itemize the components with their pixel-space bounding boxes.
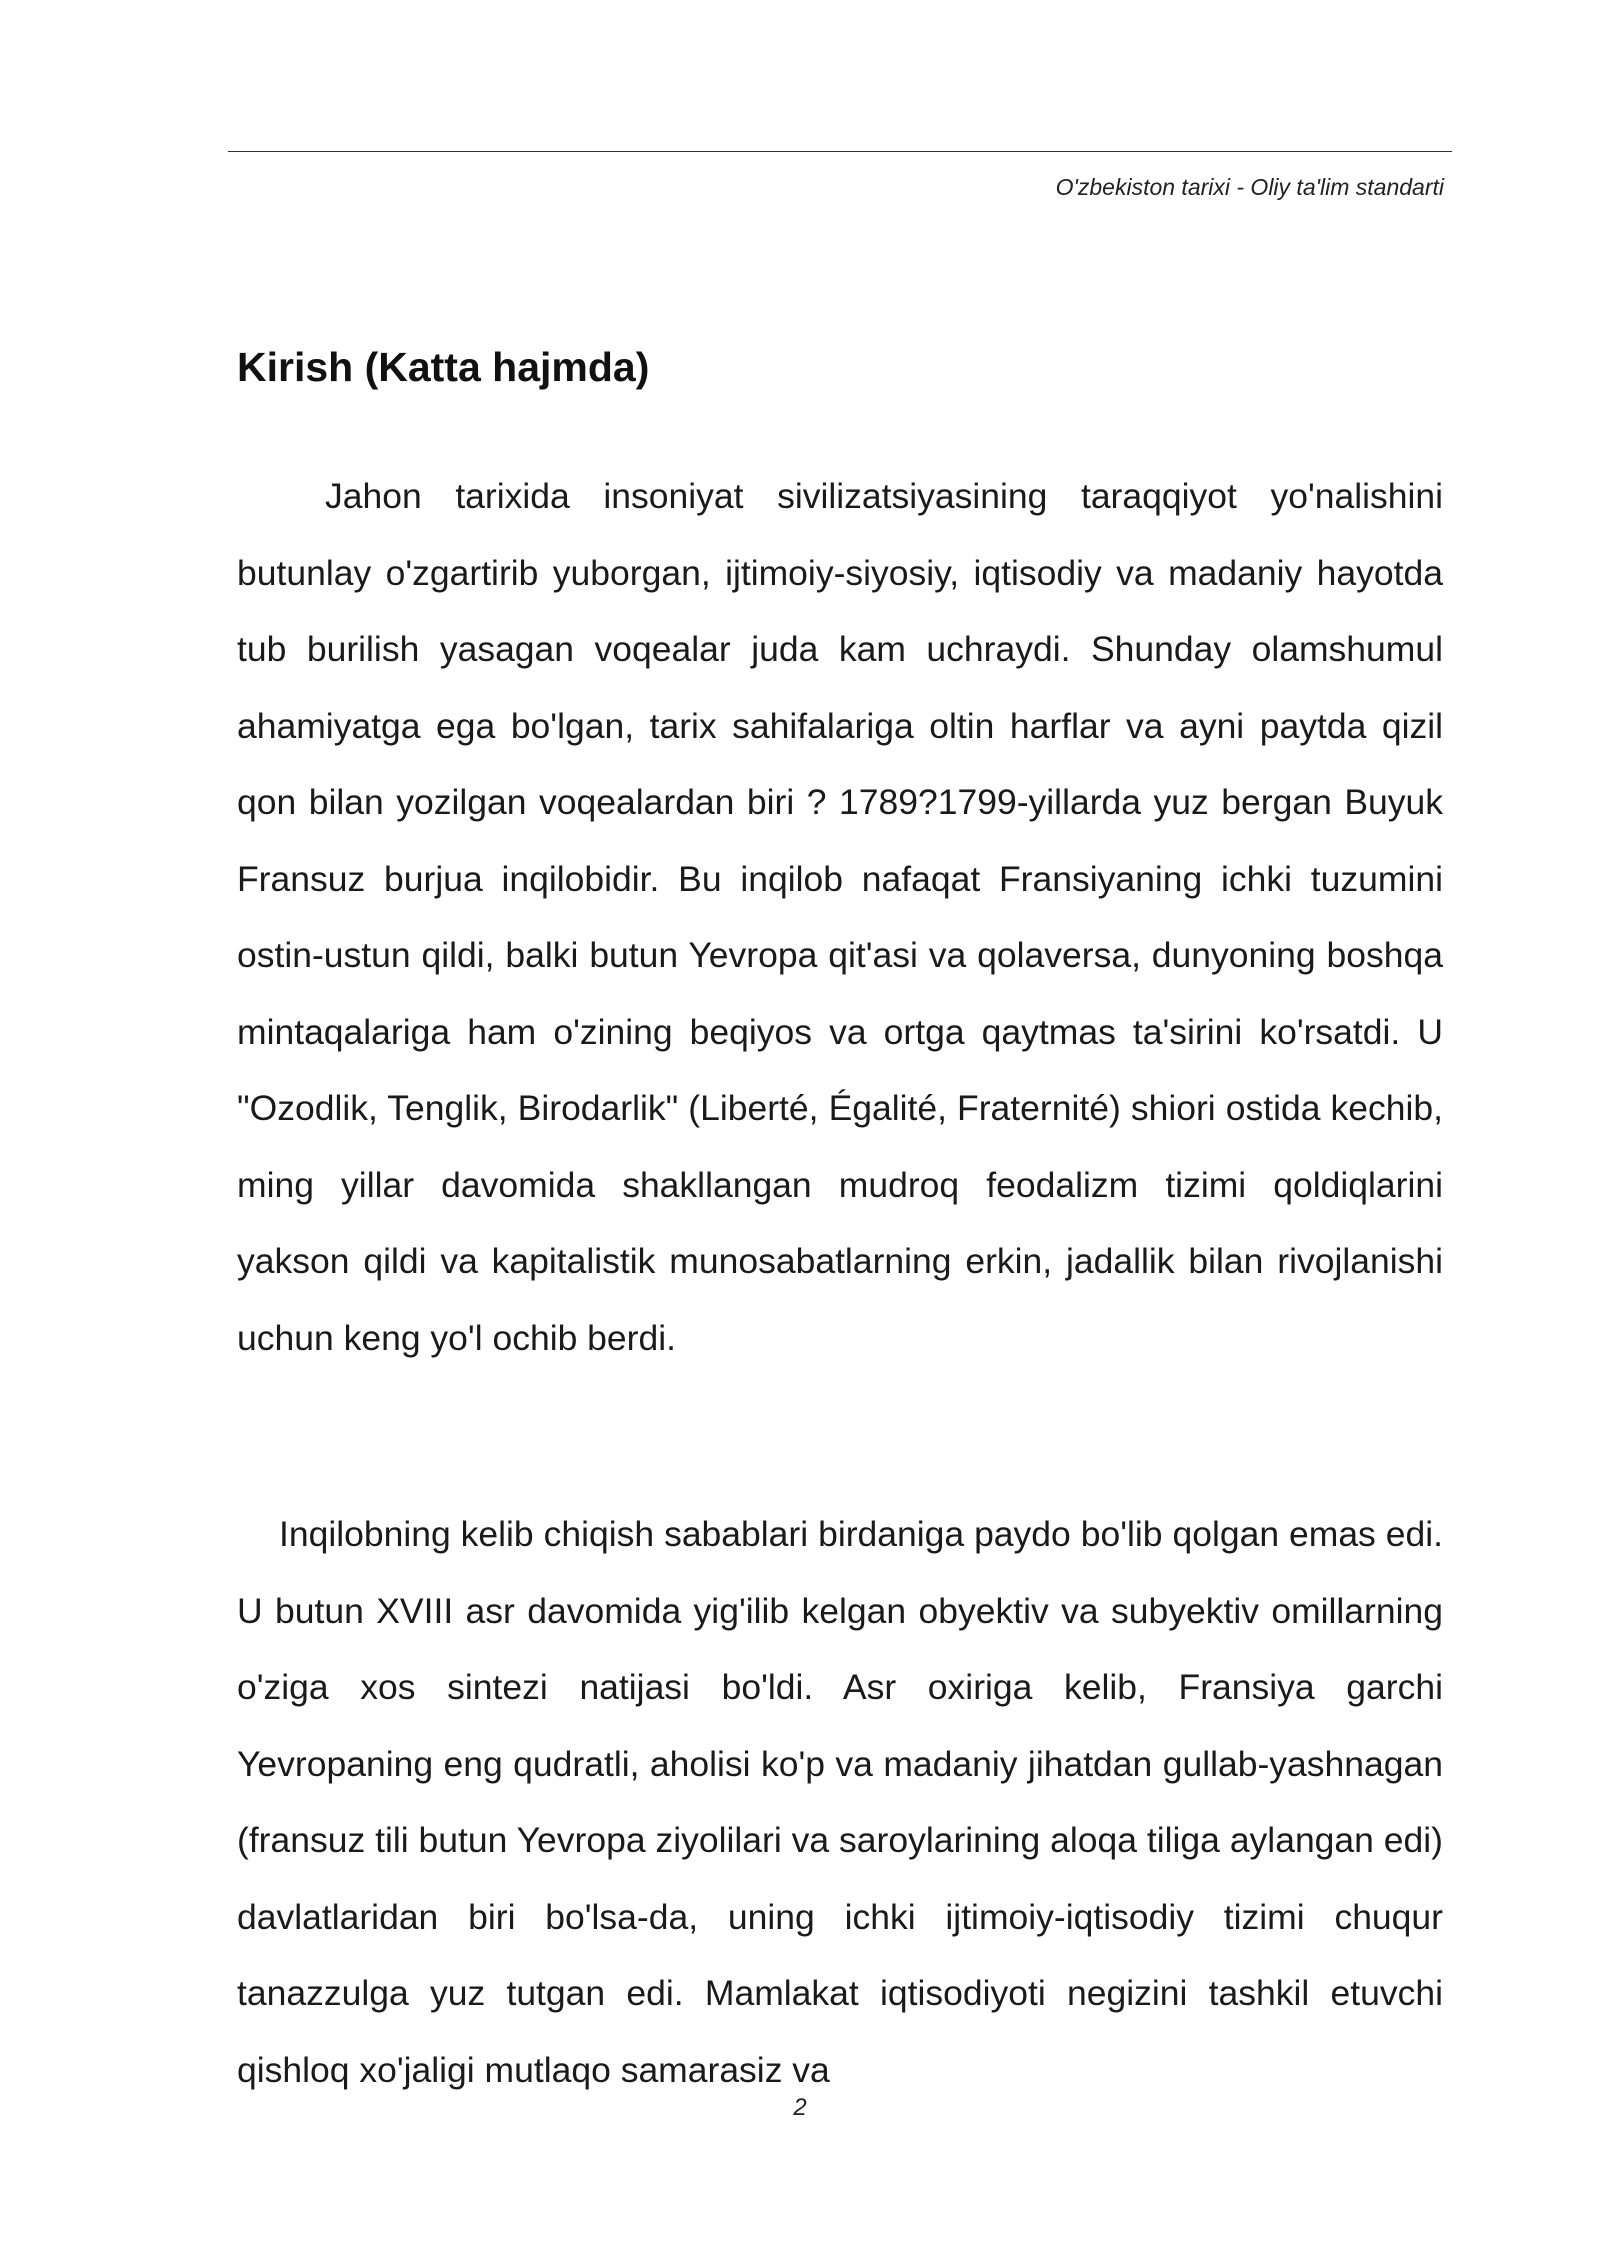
running-header: O'zbekiston tarixi - Oliy ta'lim standarti — [1055, 174, 1444, 200]
header-rule — [228, 151, 1452, 152]
paragraph-1: Jahon tarixida insoniyat sivilizatsiyasining taraqqiyot yo'nalishini butunlay o'zgartirib yuborgan, ijtimoiy-siyosiy, iqtisodiy va madaniy hayotda tub burilish yasagan voqealar juda kam uchraydi. Shunday olamshumul ahamiyatga ega bo'lgan, tarix sahifalariga oltin harflar va ayni paytda qizil qon bilan yozilgan voqealardan biri ? 1789?1799-yillarda yuz bergan Buyuk Fransuz burjua inqilobidir. Bu inqilob nafaqat Fransiyaning ichki tuzumini ostin-ustun qildi, balki butun Yevropa qit'asi va qolaversa, dunyoning boshqa mintaqalariga ham o'zining beqiyos va ortga qaytmas ta'sirini ko'rsatdi. U "Ozodlik, Tenglik, Birodarlik" (Liberté, Égalité, Fraternité) shiori ostida kechib, ming yillar davomida shakllangan mudroq feodalizm tizimi qoldiqlarini yakson qildi va kapitalistik munosabatlarning erkin, jadallik bilan rivojlanishi uchun keng yo'l ochib berdi. — [237, 476, 1443, 1358]
page-number: 2 — [793, 2094, 807, 2121]
paragraph-2: Inqilobning kelib chiqish sabablari birdaniga paydo bo'lib qolgan emas edi. U butun XVIII asr davomida yig'ilib kelgan obyektiv va subyektiv omillarning o'ziga xos sintezi natijasi bo'ldi. Asr oxiriga kelib, Fransiya garchi Yevropaning eng qudratli, aholisi ko'p va madaniy jihatdan gullab-yashnagan (fransuz tili butun Yevropa ziyolilari va saroylarining aloqa tiliga aylangan edi) davlatlaridan biri bo'lsa-da, uning ichki ijtimoiy-iqtisodiy tizimi chuqur tanazzulga yuz tutgan edi. Mamlakat iqtisodiyoti negizini tashkil etuvchi qishloq xo'jaligi mutlaqo samarasiz va — [237, 1514, 1443, 2090]
section-title: Kirish (Katta hajmda) — [237, 344, 650, 390]
